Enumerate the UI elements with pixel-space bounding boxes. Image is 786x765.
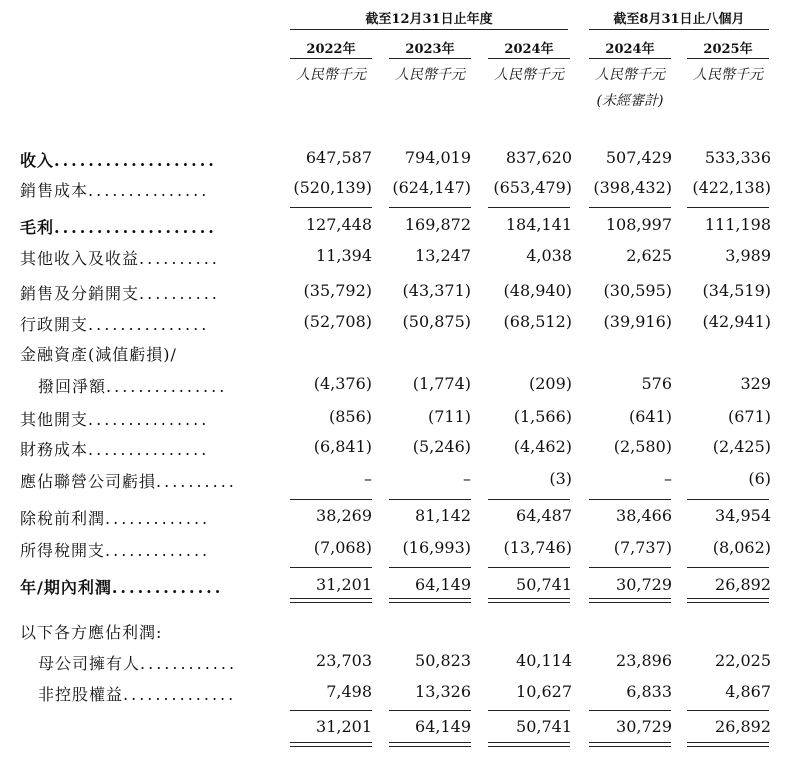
- column-unit-1: 人民幣千元: [296, 67, 366, 83]
- cell-revenue-col2: 794,019: [404, 148, 471, 167]
- cell-admin-expenses-col1: (52,708): [303, 312, 372, 331]
- total-double-rule: [488, 598, 570, 603]
- cell-finance-costs-col2: (5,246): [412, 437, 471, 456]
- cell-non-controlling-interests-col2: 13,326: [415, 682, 471, 701]
- subtotal-rule: [488, 567, 570, 568]
- column-note-unaudited: (未經審計): [596, 93, 664, 109]
- cell-selling-expenses-col2: (43,371): [402, 281, 471, 300]
- subtotal-rule: [687, 207, 769, 208]
- subtotal-rule: [290, 710, 372, 711]
- total-double-rule: [687, 742, 769, 747]
- row-label-text: 其他收入及收益: [20, 249, 140, 268]
- subtotal-rule: [488, 710, 570, 711]
- row-label-impairment-label: [20, 342, 177, 365]
- subtotal-rule: [488, 499, 570, 500]
- row-label-text: 財務成本: [20, 440, 89, 459]
- header-group-full-year: 截至12月31日止年度: [365, 12, 493, 27]
- subtotal-rule: [389, 567, 471, 568]
- cell-income-tax-col2: (16,993): [402, 538, 471, 557]
- cell-associate-loss-col2: –: [463, 469, 471, 488]
- cell-profit-before-tax-col4: 38,466: [616, 506, 672, 525]
- row-label-text: 行政開支: [20, 315, 89, 334]
- cell-impairment-reversal-col4: 576: [641, 374, 672, 393]
- row-label-text: 以下各方應佔利潤:: [20, 623, 163, 642]
- subtotal-rule: [687, 499, 769, 500]
- cell-income-tax-col1: (7,068): [313, 538, 372, 557]
- leader-dots: ...................: [54, 218, 217, 237]
- cell-revenue-col3: 837,620: [505, 148, 572, 167]
- row-label-attributable-heading: [20, 620, 162, 643]
- row-label-text: 銷售成本: [20, 181, 89, 200]
- cell-non-controlling-interests-col5: 4,867: [725, 682, 771, 701]
- row-label-text: 收入: [20, 151, 55, 170]
- cell-impairment-reversal-col5: 329: [740, 374, 771, 393]
- cell-profit-for-period-col2: 64,149: [415, 575, 471, 594]
- cell-admin-expenses-col4: (39,916): [603, 312, 672, 331]
- column-unit-2: 人民幣千元: [395, 67, 465, 83]
- row-label-non-controlling-interests: [38, 682, 236, 705]
- leader-dots: ..........: [139, 249, 220, 268]
- cell-other-expenses-col3: (1,566): [513, 407, 572, 426]
- cell-owners-of-parent-col4: 23,896: [616, 651, 672, 670]
- cell-owners-of-parent-col3: 40,114: [516, 651, 572, 670]
- cell-gross-profit-col4: 108,997: [605, 215, 672, 234]
- cell-cost-of-sales-col5: (422,138): [692, 178, 771, 197]
- row-label-text: 銷售及分銷開支: [20, 284, 140, 303]
- cell-other-expenses-col1: (856): [328, 407, 372, 426]
- total-double-rule: [589, 742, 671, 747]
- cell-finance-costs-col1: (6,841): [313, 437, 372, 456]
- column-year-4: 2024年: [605, 42, 655, 57]
- column-unit-3: 人民幣千元: [494, 67, 564, 83]
- row-label-associate-loss: [20, 469, 237, 492]
- column-rule-5: [687, 58, 769, 59]
- total-double-rule: [389, 598, 471, 603]
- subtotal-rule: [589, 567, 671, 568]
- subtotal-rule: [488, 207, 570, 208]
- cell-income-tax-col3: (13,746): [503, 538, 572, 557]
- cell-associate-loss-col1: –: [364, 469, 372, 488]
- cell-attributable-total-col3: 50,741: [516, 717, 572, 736]
- total-double-rule: [389, 742, 471, 747]
- subtotal-rule: [290, 499, 372, 500]
- leader-dots: ...............: [88, 181, 210, 200]
- cell-selling-expenses-col1: (35,792): [303, 281, 372, 300]
- leader-dots: .............: [105, 509, 211, 528]
- cell-other-income-col5: 3,989: [725, 246, 771, 265]
- cell-attributable-total-col1: 31,201: [316, 717, 372, 736]
- row-label-text: 年/期內利潤: [20, 578, 112, 597]
- leader-dots: ............: [140, 654, 238, 673]
- cell-income-tax-col5: (8,062): [712, 538, 771, 557]
- cell-owners-of-parent-col1: 23,703: [316, 651, 372, 670]
- leader-dots: ..........: [139, 284, 220, 303]
- cell-revenue-col1: 647,587: [305, 148, 372, 167]
- total-double-rule: [290, 742, 372, 747]
- subtotal-rule: [389, 207, 471, 208]
- cell-admin-expenses-col3: (68,512): [503, 312, 572, 331]
- cell-gross-profit-col1: 127,448: [305, 215, 372, 234]
- leader-dots: ...............: [88, 410, 210, 429]
- row-label-selling-expenses: [20, 281, 220, 304]
- cell-other-expenses-col2: (711): [427, 407, 471, 426]
- leader-dots: ...............: [88, 440, 210, 459]
- column-rule-4: [589, 58, 671, 59]
- cell-other-income-col4: 2,625: [626, 246, 672, 265]
- column-rule-2: [389, 58, 471, 59]
- header-group-eight-months-rule: [589, 29, 769, 30]
- column-rule-1: [290, 58, 372, 59]
- cell-impairment-reversal-col2: (1,774): [412, 374, 471, 393]
- subtotal-rule: [389, 499, 471, 500]
- cell-other-income-col2: 13,247: [415, 246, 471, 265]
- row-label-revenue: [20, 148, 217, 171]
- row-label-finance-costs: [20, 437, 209, 460]
- total-double-rule: [589, 598, 671, 603]
- subtotal-rule: [589, 710, 671, 711]
- row-label-cost-of-sales: [20, 178, 209, 201]
- cell-attributable-total-col2: 64,149: [415, 717, 471, 736]
- row-label-text: 非控股權益: [38, 685, 124, 704]
- total-double-rule: [290, 598, 372, 603]
- cell-cost-of-sales-col3: (653,479): [493, 178, 572, 197]
- cell-associate-loss-col3: (3): [549, 469, 572, 488]
- cell-admin-expenses-col2: (50,875): [402, 312, 471, 331]
- cell-attributable-total-col5: 26,892: [715, 717, 771, 736]
- cell-non-controlling-interests-col3: 10,627: [516, 682, 572, 701]
- leader-dots: ..............: [123, 685, 237, 704]
- cell-owners-of-parent-col2: 50,823: [415, 651, 471, 670]
- leader-dots: .............: [111, 578, 224, 597]
- leader-dots: ...............: [106, 377, 228, 396]
- cell-selling-expenses-col3: (48,940): [503, 281, 572, 300]
- row-label-text: 除稅前利潤: [20, 509, 106, 528]
- leader-dots: ...............: [88, 315, 210, 334]
- cell-finance-costs-col3: (4,462): [513, 437, 572, 456]
- cell-selling-expenses-col4: (30,595): [603, 281, 672, 300]
- column-unit-4: 人民幣千元: [595, 67, 665, 83]
- row-label-text: 所得稅開支: [20, 541, 106, 560]
- header-group-eight-months: 截至8月31日止八個月: [613, 12, 745, 27]
- cell-cost-of-sales-col2: (624,147): [392, 178, 471, 197]
- row-label-text: 應佔聯營公司虧損: [20, 472, 157, 491]
- row-label-other-income: [20, 246, 220, 269]
- row-label-profit-for-period: [20, 575, 223, 598]
- cell-non-controlling-interests-col4: 6,833: [626, 682, 672, 701]
- row-label-gross-profit: [20, 215, 217, 238]
- cell-cost-of-sales-col1: (520,139): [293, 178, 372, 197]
- column-year-5: 2025年: [703, 42, 753, 57]
- cell-other-expenses-col5: (671): [727, 407, 771, 426]
- cell-selling-expenses-col5: (34,519): [702, 281, 771, 300]
- cell-associate-loss-col4: –: [664, 469, 672, 488]
- cell-profit-before-tax-col1: 38,269: [316, 506, 372, 525]
- row-label-other-expenses: [20, 407, 209, 430]
- cell-other-income-col3: 4,038: [526, 246, 572, 265]
- row-label-impairment-reversal: [38, 374, 227, 397]
- leader-dots: .............: [105, 541, 211, 560]
- cell-profit-before-tax-col5: 34,954: [715, 506, 771, 525]
- cell-profit-for-period-col3: 50,741: [516, 575, 572, 594]
- cell-finance-costs-col4: (2,580): [613, 437, 672, 456]
- row-label-text: 其他開支: [20, 410, 89, 429]
- column-year-3: 2024年: [504, 42, 554, 57]
- cell-profit-before-tax-col3: 64,487: [516, 506, 572, 525]
- cell-finance-costs-col5: (2,425): [712, 437, 771, 456]
- cell-gross-profit-col3: 184,141: [505, 215, 572, 234]
- cell-revenue-col4: 507,429: [605, 148, 672, 167]
- row-label-text: 毛利: [20, 218, 55, 237]
- subtotal-rule: [589, 207, 671, 208]
- leader-dots: ..........: [156, 472, 237, 491]
- column-year-2: 2023年: [405, 42, 455, 57]
- cell-cost-of-sales-col4: (398,432): [593, 178, 672, 197]
- cell-profit-before-tax-col2: 81,142: [415, 506, 471, 525]
- cell-other-expenses-col4: (641): [628, 407, 672, 426]
- cell-impairment-reversal-col3: (209): [528, 374, 572, 393]
- subtotal-rule: [589, 499, 671, 500]
- cell-other-income-col1: 11,394: [316, 246, 372, 265]
- header-group-full-year-rule: [290, 29, 568, 30]
- row-label-text: 撥回淨額: [38, 377, 107, 396]
- cell-income-tax-col4: (7,737): [613, 538, 672, 557]
- cell-attributable-total-col4: 30,729: [616, 717, 672, 736]
- cell-revenue-col5: 533,336: [704, 148, 771, 167]
- cell-gross-profit-col2: 169,872: [404, 215, 471, 234]
- total-double-rule: [488, 742, 570, 747]
- subtotal-rule: [687, 710, 769, 711]
- cell-admin-expenses-col5: (42,941): [702, 312, 771, 331]
- row-label-income-tax: [20, 538, 210, 561]
- column-year-1: 2022年: [306, 42, 356, 57]
- row-label-text: 母公司擁有人: [38, 654, 141, 673]
- cell-gross-profit-col5: 111,198: [704, 215, 771, 234]
- row-label-owners-of-parent: [38, 651, 237, 674]
- row-label-profit-before-tax: [20, 506, 210, 529]
- column-rule-3: [488, 58, 570, 59]
- cell-non-controlling-interests-col1: 7,498: [326, 682, 372, 701]
- subtotal-rule: [290, 567, 372, 568]
- row-label-admin-expenses: [20, 312, 209, 335]
- cell-profit-for-period-col5: 26,892: [715, 575, 771, 594]
- leader-dots: ...................: [54, 151, 217, 170]
- total-double-rule: [687, 598, 769, 603]
- subtotal-rule: [290, 207, 372, 208]
- cell-associate-loss-col5: (6): [748, 469, 771, 488]
- row-label-text: 金融資產(減值虧損)/: [20, 345, 177, 364]
- cell-profit-for-period-col1: 31,201: [316, 575, 372, 594]
- subtotal-rule: [389, 710, 471, 711]
- column-unit-5: 人民幣千元: [693, 67, 763, 83]
- subtotal-rule: [687, 567, 769, 568]
- cell-impairment-reversal-col1: (4,376): [313, 374, 372, 393]
- cell-owners-of-parent-col5: 22,025: [715, 651, 771, 670]
- cell-profit-for-period-col4: 30,729: [616, 575, 672, 594]
